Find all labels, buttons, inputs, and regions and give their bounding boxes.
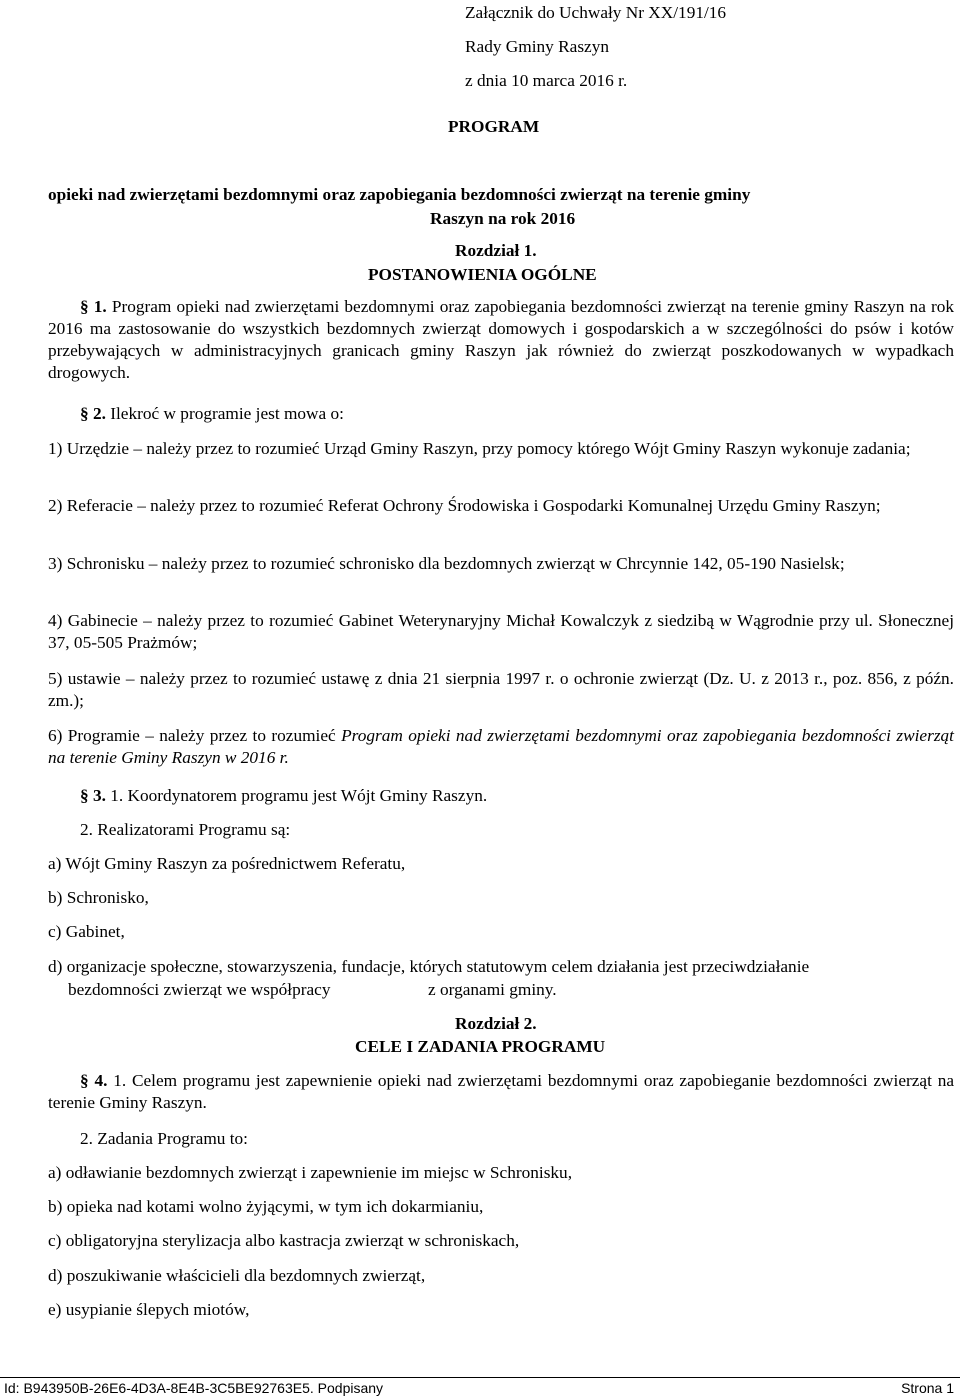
- section-3-coordinator: 1. Koordynatorem programu jest Wójt Gminy Raszyn.: [110, 786, 488, 805]
- footer-rule: [0, 1377, 960, 1378]
- document-subtitle-line1: opieki nad zwierzętami bezdomnymi oraz zapobiegania bezdomności zwierząt na terenie gminy: [48, 185, 751, 204]
- paragraph-4: [48, 1070, 954, 1114]
- section-3-number: § 3.: [80, 786, 106, 805]
- task-b: b) opieka nad kotami wolno żyjącymi, w tym ich dokarmianiu,: [48, 1197, 484, 1216]
- section-3-realizers-intro: 2. Realizatorami Programu są:: [80, 820, 291, 839]
- definition-item-1: 1) Urzędzie – należy przez to rozumieć Urząd Gminy Raszyn, przy pomocy którego Wójt Gminy Raszyn wykonuje zadania;: [48, 439, 911, 458]
- footer-page-number: Strona 1: [901, 1380, 954, 1396]
- section-4-tasks-intro: 2. Zadania Programu to:: [80, 1129, 248, 1148]
- document-subtitle-line2: Raszyn na rok 2016: [430, 209, 576, 228]
- task-c: c) obligatoryjna sterylizacja albo kastracja zwierząt w schroniskach,: [48, 1231, 520, 1250]
- task-d: d) poszukiwanie właścicieli dla bezdomnych zwierząt,: [48, 1266, 426, 1285]
- definition-item-3: 3) Schronisku – należy przez to rozumieć schronisko dla bezdomnych zwierząt w Chrcynnie 142, 05-190 Nasielsk;: [48, 554, 845, 573]
- section-1-text: Program opieki nad zwierzętami bezdomnymi oraz zapobiegania bezdomności zwierząt na terenie gminy Raszyn na rok 2016 ma zastosowanie do wszystkich bezdomnych zwierząt domowych i gospodarskich a w szczególności do psów i kotów przebywających w administracyjnych granicach gminy Raszyn jak również do zwierząt poszkodowanych w wypadkach drogowych.: [48, 297, 955, 382]
- definition-item-4: 4) Gabinecie – należy przez to rozumieć Gabinet Weterynaryjny Michał Kowalczyk z siedzibą w Wągrodnie przy ul. Słonecznej 37, 05-505 Prażmów;: [48, 611, 954, 652]
- chapter1-title: POSTANOWIENIA OGÓLNE: [368, 265, 597, 284]
- chapter2-label: Rozdział 2.: [455, 1014, 537, 1033]
- header-council: Rady Gminy Raszyn: [465, 37, 609, 56]
- document-title: PROGRAM: [448, 117, 540, 136]
- definition-item-2: 2) Referacie – należy przez to rozumieć Referat Ochrony Środowiska i Gospodarki Komunalnej Urzędu Gminy Raszyn;: [48, 496, 881, 515]
- section-4-number: § 4.: [80, 1071, 108, 1090]
- realizer-d-line1: d) organizacje społeczne, stowarzyszenia, fundacje, których statutowym celem działania jest przeciwdziałanie: [48, 957, 810, 976]
- realizer-a: a) Wójt Gminy Raszyn za pośrednictwem Referatu,: [48, 854, 406, 873]
- realizer-d-line2a: bezdomności zwierząt we współpracy: [68, 980, 331, 999]
- definition-item-6-prefix: 6) Programie – należy przez to rozumieć: [48, 726, 342, 745]
- chapter2-title: CELE I ZADANIA PROGRAMU: [355, 1037, 606, 1056]
- chapter1-label: Rozdział 1.: [455, 241, 537, 260]
- header-attachment: Załącznik do Uchwały Nr XX/191/16: [465, 3, 727, 22]
- definition-item-6-program-name: Program opieki nad zwierzętami bezdomnymi oraz zapobiegania bezdomności zwierząt na terenie Gminy Raszyn w 2016 r.: [48, 726, 954, 767]
- paragraph-3-line1: [80, 785, 487, 807]
- task-a: a) odławianie bezdomnych zwierząt i zapewnienie im miejsc w Schronisku,: [48, 1163, 573, 1182]
- realizer-b: b) Schronisko,: [48, 888, 149, 907]
- task-e: e) usypianie ślepych miotów,: [48, 1300, 250, 1319]
- section-2-number: § 2.: [80, 404, 106, 423]
- definition-item-5: 5) ustawie – należy przez to rozumieć ustawę z dnia 21 sierpnia 1997 r. o ochronie zwierząt (Dz. U. z 2013 r., poz. 856, z późn. zm.);: [48, 669, 954, 710]
- paragraph-1: [48, 296, 954, 384]
- paragraph-2-intro: [80, 403, 344, 425]
- definition-item-6: [48, 725, 954, 769]
- section-4-goal: 1. Celem programu jest zapewnienie opieki nad zwierzętami bezdomnymi oraz zapobieganie bezdomności zwierząt na terenie Gminy Raszyn.: [48, 1071, 954, 1112]
- section-1-number: § 1.: [80, 297, 107, 316]
- section-2-intro: Ilekroć w programie jest mowa o:: [110, 404, 344, 423]
- realizer-c: c) Gabinet,: [48, 922, 125, 941]
- realizer-d-line2b: z organami gminy.: [428, 980, 557, 999]
- header-date: z dnia 10 marca 2016 r.: [465, 71, 628, 90]
- footer-document-id: Id: B943950B-26E6-4D3A-8E4B-3C5BE92763E5. Podpisany: [4, 1380, 384, 1396]
